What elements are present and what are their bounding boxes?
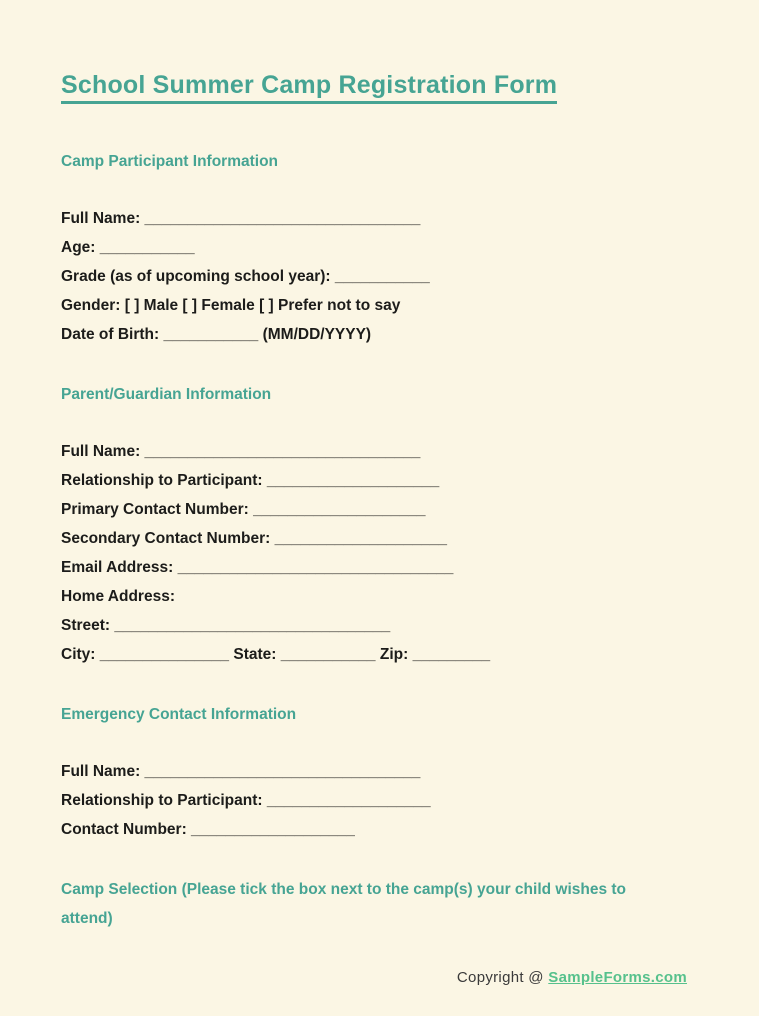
field-participant-age: Age: ___________ — [61, 239, 195, 256]
section-heading-camp-participant: Camp Participant Information — [61, 153, 279, 170]
section-heading-emergency-contact: Emergency Contact Information — [61, 706, 297, 723]
field-guardian-secondary-contact: Secondary Contact Number: ____________________ — [61, 530, 448, 547]
sampleforms-link[interactable]: SampleForms.com — [548, 969, 687, 986]
copyright-text: Copyright @ — [456, 969, 549, 986]
page-title — [61, 70, 687, 100]
field-guardian-email: Email Address: ________________________________ — [61, 559, 454, 576]
field-guardian-primary-contact: Primary Contact Number: ____________________ — [61, 501, 426, 518]
field-emergency-contact-number: Contact Number: ___________________ — [61, 821, 355, 838]
footer — [61, 967, 687, 989]
section-parent-guardian-information — [61, 380, 687, 669]
field-participant-gender: Gender: [ ] Male [ ] Female [ ] Prefer not to say — [61, 297, 401, 314]
field-participant-full-name: Full Name: ________________________________ — [61, 210, 421, 227]
section-emergency-contact-information — [61, 700, 687, 844]
section-camp-participant-information — [61, 147, 687, 349]
field-emergency-full-name: Full Name: ________________________________ — [61, 763, 421, 780]
label-home-address: Home Address: — [61, 588, 175, 605]
field-home-street: Street: ________________________________ — [61, 617, 391, 634]
field-guardian-relationship: Relationship to Participant: ____________________ — [61, 472, 440, 489]
section-camp-selection — [61, 875, 687, 933]
field-participant-grade: Grade (as of upcoming school year): ___________ — [61, 268, 430, 285]
field-emergency-relationship: Relationship to Participant: ___________________ — [61, 792, 431, 809]
section-heading-camp-selection: Camp Selection (Please tick the box next to the camp(s) your child wishes to attend) — [61, 881, 627, 927]
field-guardian-full-name: Full Name: ________________________________ — [61, 443, 421, 460]
field-participant-date-of-birth: Date of Birth: ___________ (MM/DD/YYYY) — [61, 326, 372, 343]
page-title-text: School Summer Camp Registration Form — [61, 71, 557, 104]
field-home-city-state-zip: City: _______________ State: ___________ Zip: _________ — [61, 646, 491, 663]
section-heading-parent-guardian: Parent/Guardian Information — [61, 386, 272, 403]
